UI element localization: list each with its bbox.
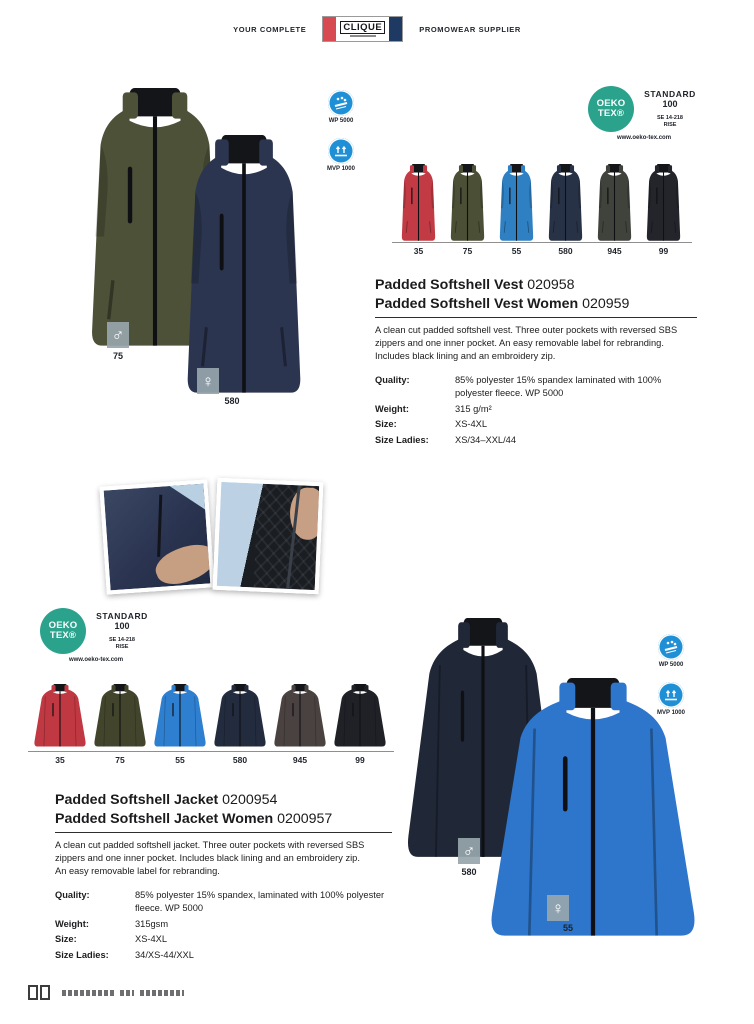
vest-men-color-code: 75 (112, 351, 123, 361)
spec-row (375, 374, 697, 400)
spec-row (55, 949, 392, 962)
wp-label: WP 5000 (328, 118, 354, 124)
oeko-standard: STANDARD (644, 89, 696, 99)
moisture-vapor-icon (658, 682, 684, 708)
title-divider (55, 832, 392, 833)
spec-row (375, 403, 697, 416)
logo-wordmark: CLIQUE (340, 21, 385, 34)
jacket-title-men (55, 791, 392, 810)
spec-value: XS-4XL (135, 934, 168, 944)
spec-value: 85% polyester 15% spandex, laminated with 100% polyester fleece. WP 5000 (135, 890, 385, 913)
jacket-swatch-code: 945 (292, 755, 308, 765)
jacket-men-color-code: 580 (461, 867, 477, 877)
jacket-swatch (330, 684, 390, 765)
spec-label: Size Ladies: (55, 949, 109, 960)
oeko-cert-no: SE 14-218 (657, 115, 683, 121)
vest-swatch-code: 75 (462, 246, 473, 256)
jacket-title-women (55, 810, 392, 829)
vest-swatch-code: 55 (511, 246, 522, 256)
wp-badge (654, 634, 688, 668)
header-left-text: YOUR COMPLETE (233, 24, 307, 34)
vest-code-women: 020959 (582, 295, 630, 312)
jacket-spec-table (55, 889, 392, 962)
oeko-number: 100 (114, 621, 130, 631)
oeko-institute: RISE (115, 644, 129, 650)
footer-microtext (62, 990, 184, 996)
vest-info-block (375, 276, 697, 449)
vest-swatch-image (641, 164, 686, 242)
jacket-info-block (55, 791, 392, 964)
spec-label: Weight: (375, 403, 409, 414)
detail-photo-zipper (99, 479, 214, 594)
vest-swatch-image (494, 164, 539, 242)
jacket-swatch-image (331, 684, 389, 751)
mvp-badge (324, 138, 358, 172)
wp-badge (324, 90, 358, 124)
spec-row (55, 889, 392, 915)
vest-women-photo (168, 135, 320, 397)
oeko-circle-line2: TEX® (597, 108, 625, 119)
oeko-circle-line2: TEX® (49, 630, 77, 641)
detail-photo-lining (213, 478, 324, 595)
spec-row (55, 933, 392, 946)
waterproof-icon (328, 90, 354, 116)
spec-label: Quality: (55, 890, 90, 900)
jacket-swatch (210, 684, 270, 765)
vest-code-men: 020958 (527, 277, 575, 293)
spec-value: XS/34–XXL/44 (455, 434, 516, 445)
vest-title-women (375, 295, 697, 314)
jacket-code-women: 0200957 (277, 810, 333, 827)
page-footer (28, 985, 184, 1000)
vest-swatch-code: 35 (413, 246, 424, 256)
spec-label: Size: (55, 934, 77, 944)
jacket-name-men: Padded Softshell Jacket (55, 792, 219, 808)
vest-spec-table (375, 374, 697, 447)
wp-label: WP 5000 (658, 662, 684, 668)
mvp-label: MVP 1000 (657, 710, 685, 716)
female-icon (197, 368, 219, 394)
jacket-women-photo (478, 678, 708, 954)
jacket-description: A clean cut padded softshell jacket. Three outer pockets with reversed SBS zippers and one inner pocket. Includes black lining and an embroidery zip. (55, 840, 365, 863)
oeko-standard: STANDARD (96, 611, 148, 621)
jacket-women-color-code: 55 (562, 923, 573, 933)
vest-swatch-code: 99 (658, 246, 669, 256)
title-divider (375, 317, 697, 318)
vest-description: A clean cut padded softshell vest. Three outer pockets with reversed SBS zippers and one inner pocket. An easy removable label for rebranding. Includes black lining and an embroidery zip. (375, 325, 678, 361)
oeko-url: www.oeko-tex.com (616, 135, 672, 141)
jacket-color-strip (30, 684, 392, 765)
jacket-description-2: An easy removable label for rebranding. (55, 866, 220, 876)
female-symbol: ♀ (551, 898, 565, 918)
spec-value: 315gsm (135, 918, 169, 929)
spec-value: 315 g/m² (455, 403, 492, 414)
spec-label: Size Ladies: (375, 434, 429, 445)
female-symbol: ♀ (201, 371, 215, 391)
vest-swatch-code: 945 (607, 246, 622, 256)
oeko-tex-badge (588, 86, 700, 141)
male-symbol: ♂ (462, 841, 476, 861)
male-icon (107, 322, 129, 348)
female-icon (547, 895, 569, 921)
jacket-swatch-code: 75 (115, 755, 125, 765)
spec-value: XS-4XL (455, 419, 488, 429)
oeko-institute: RISE (663, 122, 677, 128)
vest-women-color-code: 580 (224, 396, 240, 406)
mvp-badge (654, 682, 688, 716)
spec-value: 34/XS-44/XXL (135, 949, 194, 960)
logo-tagline (350, 35, 376, 37)
jacket-swatch (150, 684, 210, 765)
vest-name-women: Padded Softshell Vest Women (375, 295, 579, 312)
pages-icon (28, 985, 50, 1000)
mvp-label: MVP 1000 (327, 166, 355, 172)
male-icon (458, 838, 480, 864)
oeko-number: 100 (662, 99, 678, 109)
vest-swatch-code: 580 (558, 246, 573, 256)
spec-value: 85% polyester 15% spandex laminated with 100% polyester fleece. WP 5000 (455, 375, 662, 398)
jacket-swatch-code: 55 (175, 755, 185, 765)
spec-label: Weight: (55, 918, 89, 929)
jacket-name-women: Padded Softshell Jacket Women (55, 810, 274, 827)
header-right-text: PROMOWEAR SUPPLIER (419, 24, 521, 34)
logo-red-block (323, 17, 336, 41)
vest-name-men: Padded Softshell Vest (375, 277, 524, 293)
vest-color-strip (394, 164, 690, 256)
vest-swatch-image (543, 164, 588, 242)
clique-brand-logo (322, 16, 403, 42)
jacket-swatch-image (271, 684, 329, 751)
oeko-circle-line1: OEKO (48, 619, 78, 631)
oeko-circle-line1: OEKO (596, 97, 626, 109)
jacket-swatch-image (91, 684, 149, 751)
vest-swatch-image (592, 164, 637, 242)
jacket-swatch-code: 580 (232, 755, 248, 765)
jacket-swatch-code: 35 (55, 755, 65, 765)
jacket-swatch-image (31, 684, 89, 751)
jacket-swatch (90, 684, 150, 765)
jacket-code-men: 0200954 (222, 792, 278, 808)
vest-title-men (375, 276, 697, 295)
spec-row (375, 418, 697, 431)
jacket-swatch (270, 684, 330, 765)
jacket-swatch-image (211, 684, 269, 751)
vest-swatch-image (396, 164, 441, 242)
spec-row (375, 434, 697, 447)
logo-navy-block (389, 17, 402, 41)
oeko-cert-no: SE 14-218 (109, 637, 135, 643)
waterproof-icon (658, 634, 684, 660)
spec-label: Quality: (375, 375, 410, 385)
vest-swatch-image (445, 164, 490, 242)
oeko-tex-icon (40, 608, 86, 654)
male-symbol: ♂ (111, 325, 125, 345)
spec-label: Size: (375, 419, 397, 429)
spec-row (55, 918, 392, 931)
oeko-url: www.oeko-tex.com (68, 657, 124, 663)
vest-model-photos (62, 85, 337, 410)
jacket-swatch-image (151, 684, 209, 751)
oeko-tex-badge (40, 608, 152, 663)
oeko-tex-icon (588, 86, 634, 132)
moisture-vapor-icon (328, 138, 354, 164)
jacket-swatch (30, 684, 90, 765)
jacket-swatch-code: 99 (355, 755, 365, 765)
page-header (0, 16, 754, 42)
